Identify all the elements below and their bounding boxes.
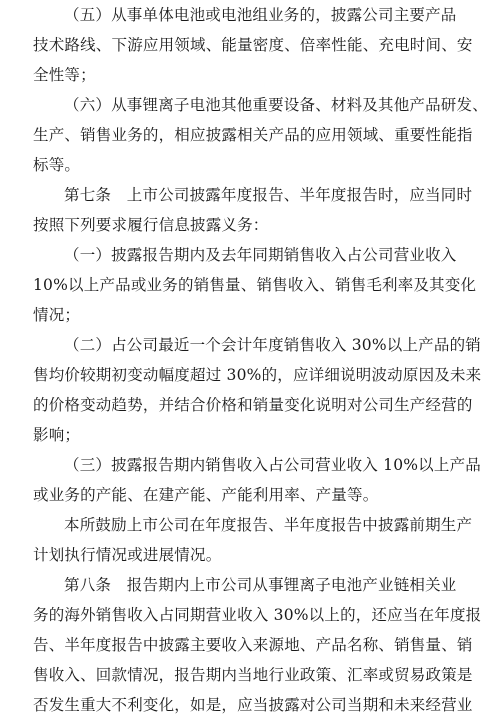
text-line: 本所鼓励上市公司在年度报告、半年度报告中披露前期生产	[64, 516, 473, 534]
paragraph-article-7-item-2	[0, 330, 481, 450]
text-line: 告、半年度报告中披露主要收入来源地、产品名称、销售量、销	[33, 636, 473, 654]
text-line: 计划执行情况或进展情况。	[33, 546, 222, 564]
text-line: 10%以上产品或业务的销售量、销售收入、销售毛利率及其变化	[33, 276, 477, 294]
text-line: 第八条 报告期内上市公司从事锂离子电池产业链相关业	[64, 576, 457, 594]
text-line: 全性等；	[33, 66, 96, 84]
paragraph-article-8	[0, 570, 481, 720]
text-line: 售收入、回款情况，报告期内当地行业政策、汇率或贸易政策是	[33, 666, 473, 684]
text-line: 情况；	[33, 306, 81, 324]
text-line: 否发生重大不利变化，如是，应当披露对公司当期和未来经营业	[33, 696, 473, 714]
text-line: （五）从事单体电池或电池组业务的，披露公司主要产品	[64, 6, 457, 24]
paragraph-article-7-item-1	[0, 240, 476, 330]
paragraph-item-5	[0, 0, 473, 90]
text-line: 第七条 上市公司披露年度报告、半年度报告时，应当同时	[64, 186, 473, 204]
paragraph-item-6	[0, 90, 488, 180]
paragraph-article-7-item-3	[0, 450, 481, 510]
text-line: （一）披露报告期内及去年同期销售收入占公司营业收入	[64, 246, 457, 264]
text-line: （二）占公司最近一个会计年度销售收入 30%以上产品的销	[64, 336, 481, 354]
text-line: （三）披露报告期内销售收入占公司营业收入 10%以上产品	[64, 456, 481, 474]
paragraph-article-7	[0, 180, 472, 240]
text-line: 务的海外销售收入占同期营业收入 30%以上的，还应当在年度报	[33, 606, 482, 624]
text-line: 的价格变动趋势，并结合价格和销量变化说明对公司生产经营的	[33, 396, 473, 414]
text-line: 或业务的产能、在建产能、产能利用率、产量等。	[33, 486, 379, 504]
text-line: 生产、销售业务的，相应披露相关产品的应用领域、重要性能指	[33, 126, 473, 144]
text-line: 影响；	[33, 426, 81, 444]
text-line: 售均价较期初变动幅度超过 30%的，应详细说明波动原因及未来	[33, 366, 482, 384]
text-line: 技术路线、下游应用领域、能量密度、倍率性能、充电时间、安	[33, 36, 473, 54]
text-line: （六）从事锂离子电池其他重要设备、材料及其他产品研发、	[64, 96, 488, 114]
text-line: 标等。	[33, 156, 81, 174]
paragraph-encourage	[0, 510, 472, 570]
text-line: 按照下列要求履行信息披露义务：	[33, 216, 269, 234]
